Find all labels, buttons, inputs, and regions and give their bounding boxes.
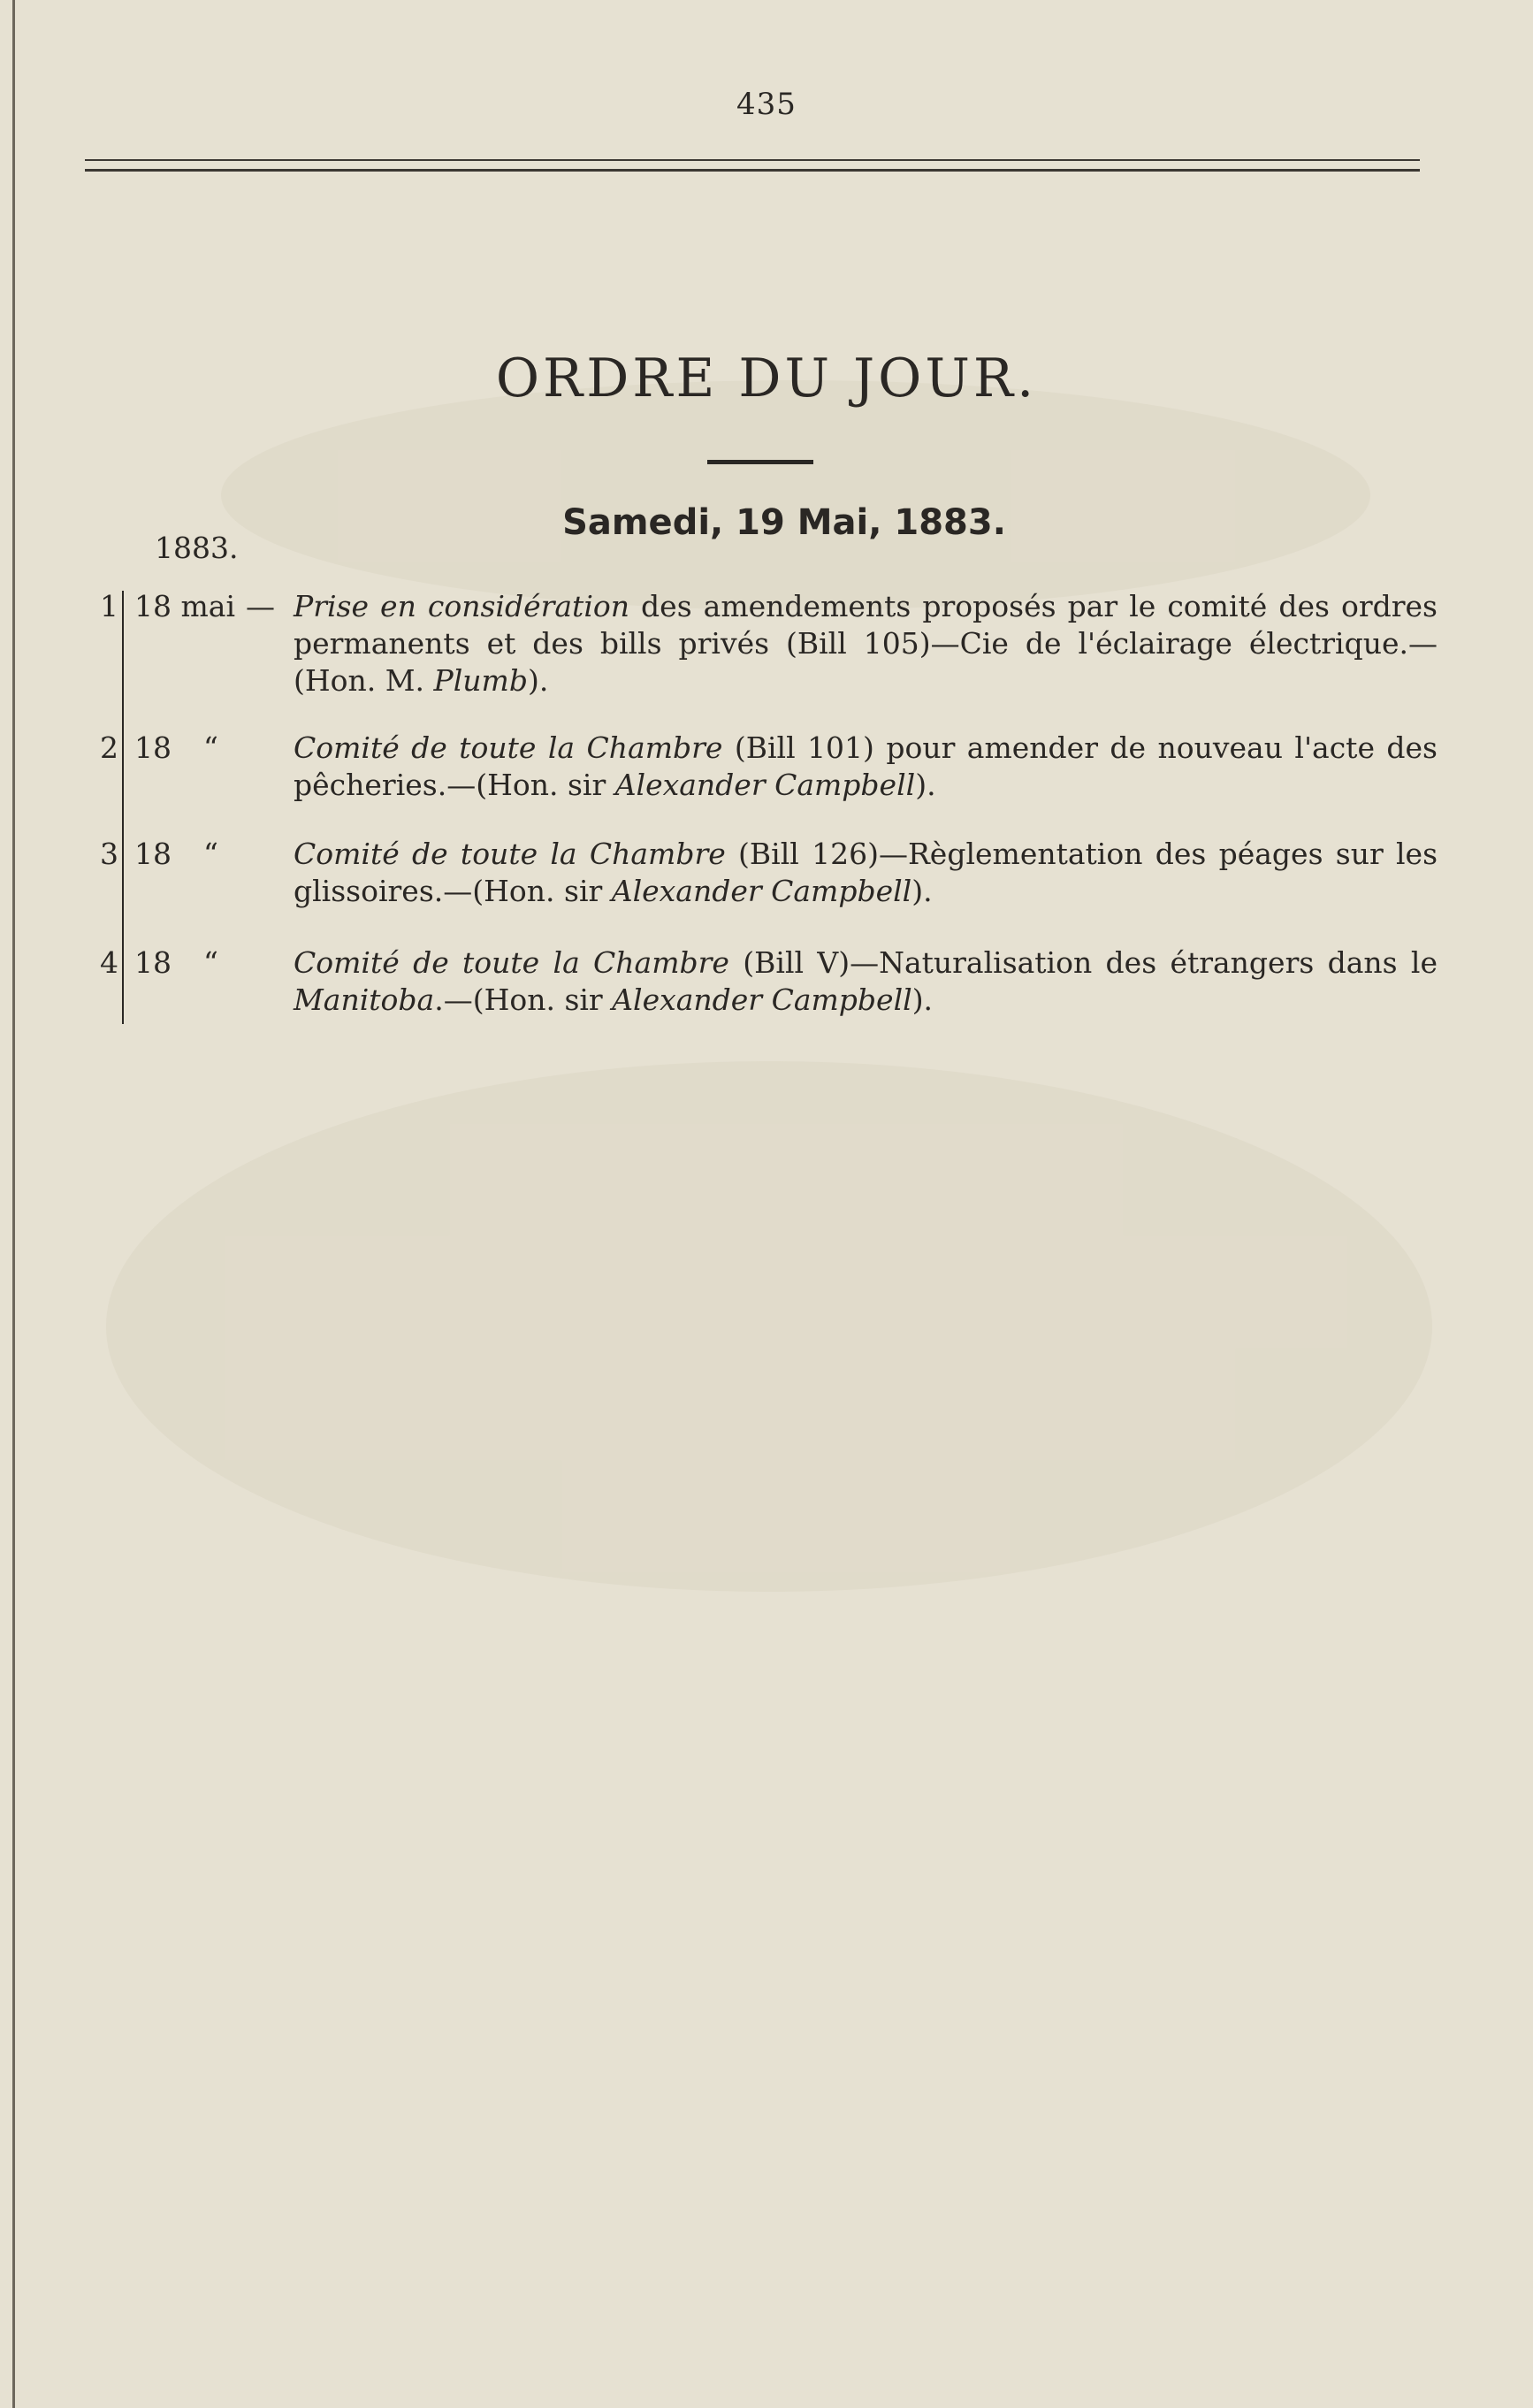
entry-lead: Comité de toute la Chambre [294, 837, 726, 871]
session-date: Samedi, 19 Mai, 1883. [562, 502, 1006, 543]
entry-body: des amendements proposés par le comité des ordres permanents et des bills privés (Bill 105)—Cie de l'éclairage électrique.—(Hon. M. [294, 589, 1438, 698]
entry-name: Alexander Campbell [612, 982, 912, 1017]
entry-body-2: .—(Hon. sir [434, 982, 613, 1017]
entry-ditto: “ [203, 837, 218, 871]
entry-lead: Comité de toute la Chambre [294, 730, 723, 765]
entry-text [294, 588, 1438, 699]
entry-name: Alexander Campbell [611, 874, 912, 908]
entry-date: 18 [134, 945, 172, 980]
entry-name: Plumb [433, 663, 528, 698]
entry-text [294, 730, 1438, 804]
page-title: ORDRE DU JOUR. [495, 348, 1038, 409]
page-number: 435 [736, 87, 797, 122]
entry-date: 18 [134, 837, 172, 871]
entry-tail: ). [527, 663, 549, 698]
entry-body: (Bill 101) pour amender de nouveau l'acte des pêcheries.—(Hon. sir [294, 730, 1438, 802]
entry-ditto: “ [203, 730, 218, 765]
entry-number: 2 [100, 730, 118, 765]
entry-tail: ). [915, 768, 936, 802]
entry-text [294, 944, 1438, 1019]
entry-column-rule [122, 591, 124, 1024]
entry-tail: ). [911, 874, 933, 908]
entry-text [294, 836, 1438, 910]
year-label: 1883. [155, 531, 239, 565]
entry-lead: Prise en considération [294, 589, 629, 623]
entry-body: (Bill 126)—Règlementation des péages sur les glissoires.—(Hon. sir [294, 837, 1438, 908]
entry-ditto: “ [203, 945, 218, 980]
entry-number: 4 [100, 945, 118, 980]
header-rule [85, 159, 1420, 172]
entry-dash: — [246, 589, 275, 623]
entry-number: 3 [100, 837, 118, 871]
entry-date: 18 [134, 730, 172, 765]
entry-number: 1 [100, 589, 118, 623]
entry-name: Alexander Campbell [614, 768, 916, 802]
bleed-through-shadow-lower [106, 1061, 1432, 1592]
bleed-through-shadow [221, 380, 1370, 610]
entry-body: (Bill V)—Naturalisation des étrangers dans le [728, 945, 1438, 980]
entry-date: 18 mai [134, 589, 236, 623]
title-underline [707, 460, 813, 464]
entry-place: Manitoba [294, 982, 435, 1017]
entry-lead: Comité de toute la Chambre [294, 945, 729, 980]
entry-tail: ). [911, 982, 934, 1017]
